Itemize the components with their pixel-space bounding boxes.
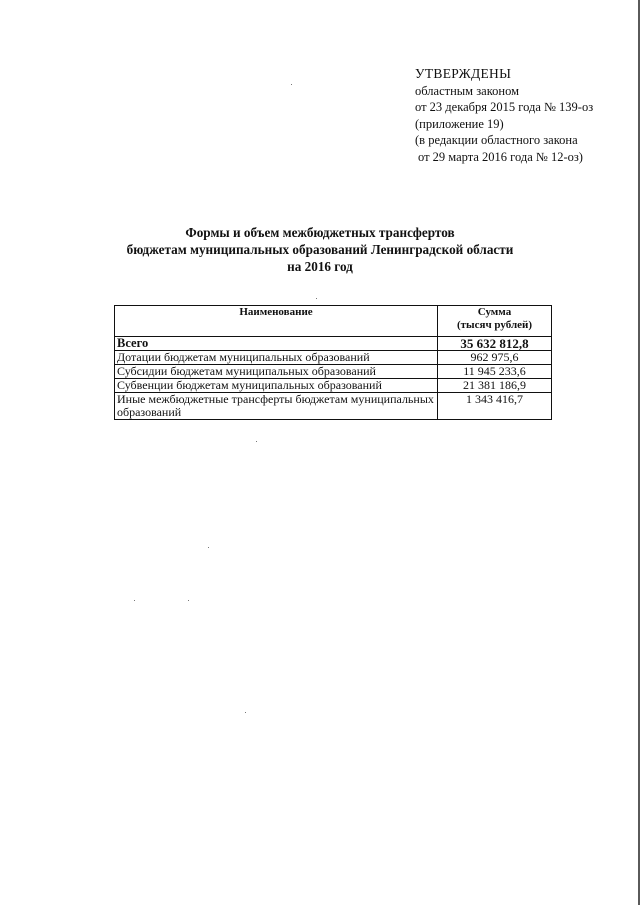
approval-law-line: областным законом xyxy=(415,83,520,98)
total-sum-cell: 35 632 812,8 xyxy=(438,337,552,351)
approval-edition-line: (в редакции областного закона xyxy=(415,133,578,147)
approval-heading: УТВЕРЖДЕНЫ xyxy=(415,66,512,81)
row-name-cell: Дотации бюджетам муниципальных образований xyxy=(115,351,438,365)
scan-speck xyxy=(256,441,257,442)
title-line-3: на 2016 год xyxy=(287,259,353,274)
row-name-cell: Субвенции бюджетам муниципальных образований xyxy=(115,379,438,393)
row-sum-cell: 21 381 186,9 xyxy=(438,379,552,393)
table-row xyxy=(115,365,552,379)
table-row-total xyxy=(115,337,552,351)
scan-speck xyxy=(291,84,292,85)
scan-speck xyxy=(188,600,189,601)
approval-date-line: от 23 декабря 2015 года № 139-оз xyxy=(415,100,594,114)
title-line-2: бюджетам муниципальных образований Ленинградской области xyxy=(126,242,514,257)
scan-speck xyxy=(134,600,135,601)
row-name-cell: Иные межбюджетные трансферты бюджетам муниципальных образований xyxy=(115,393,438,420)
total-name-cell: Всего xyxy=(115,337,438,351)
table-header-row xyxy=(115,306,552,337)
approval-appendix-line: (приложение 19) xyxy=(415,116,504,131)
column-header-sum xyxy=(438,306,552,337)
table-row xyxy=(115,393,552,420)
table-row xyxy=(115,379,552,393)
approval-stamp-block xyxy=(415,66,593,165)
scan-speck xyxy=(208,547,209,548)
scan-speck xyxy=(316,298,317,299)
document-title xyxy=(0,224,640,275)
row-sum-cell: 1 343 416,7 xyxy=(438,393,552,420)
scan-speck xyxy=(245,712,246,713)
table-row xyxy=(115,351,552,365)
transfers-table xyxy=(114,305,552,420)
column-header-sum-unit: (тысяч рублей) xyxy=(456,319,533,331)
row-sum-cell: 11 945 233,6 xyxy=(438,365,552,379)
column-header-sum-title: Сумма xyxy=(477,306,512,318)
approval-edition-date-line: от 29 марта 2016 года № 12-оз) xyxy=(418,149,583,164)
row-sum-cell: 962 975,6 xyxy=(438,351,552,365)
column-header-name: Наименование xyxy=(115,306,438,337)
row-name-cell: Субсидии бюджетам муниципальных образований xyxy=(115,365,438,379)
title-line-1: Формы и объем межбюджетных трансфертов xyxy=(185,225,455,240)
